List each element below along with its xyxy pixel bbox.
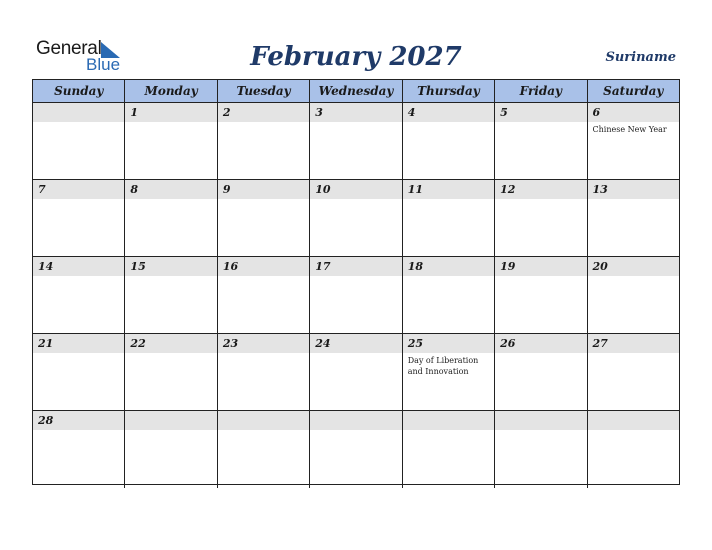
day-number: 28: [38, 414, 54, 427]
day-number-band: [403, 411, 494, 430]
calendar-day-cell: [218, 411, 310, 488]
day-number: 27: [592, 337, 608, 350]
calendar-day-cell: [310, 103, 402, 179]
day-number-band: [125, 103, 216, 122]
day-number-band: [218, 103, 309, 122]
weekday-friday: Friday: [495, 80, 587, 102]
day-number: 7: [38, 183, 46, 196]
calendar-day-cell: [495, 257, 587, 333]
day-number-band: [125, 180, 216, 199]
calendar-day-cell: [125, 180, 217, 256]
holiday-label: Chinese New Year: [592, 125, 667, 134]
calendar-day-cell: [495, 180, 587, 256]
calendar-day-cell: [403, 103, 495, 179]
day-number: 20: [592, 260, 608, 273]
weekday-thursday: Thursday: [403, 80, 495, 102]
weekday-wednesday: Wednesday: [310, 80, 402, 102]
calendar-day-cell: [588, 334, 679, 410]
day-number: 26: [500, 337, 516, 350]
calendar-week-row: [33, 103, 679, 180]
day-number: 15: [130, 260, 146, 273]
calendar-day-cell: [125, 257, 217, 333]
day-number: 1: [130, 106, 139, 119]
calendar-day-cell: [218, 103, 310, 179]
day-number-band: [33, 103, 124, 122]
calendar-day-cell: [588, 103, 679, 179]
weekday-tuesday: Tuesday: [218, 80, 310, 102]
day-number-band: [495, 411, 586, 430]
day-number: 10: [315, 183, 331, 196]
page-title: February 2027: [250, 42, 462, 72]
day-number: 12: [500, 183, 516, 196]
calendar-day-cell: [33, 103, 125, 179]
calendar-day-cell: [495, 103, 587, 179]
day-number: 3: [315, 106, 323, 119]
day-number: 21: [38, 337, 54, 350]
calendar-day-cell: [403, 180, 495, 256]
calendar-day-cell: [310, 411, 402, 488]
calendar-day-cell: [125, 411, 217, 488]
day-number: 9: [222, 183, 231, 196]
calendar-day-cell: [125, 103, 217, 179]
calendar-day-cell: [33, 334, 125, 410]
calendar-day-cell: [588, 180, 679, 256]
calendar-day-cell: [310, 334, 402, 410]
day-number-band: [125, 411, 216, 430]
weekday-monday: Monday: [125, 80, 217, 102]
day-number: 25: [407, 337, 423, 350]
day-number: 4: [407, 106, 416, 119]
logo-text-blue: Blue: [86, 55, 121, 74]
day-number-band: [495, 103, 586, 122]
day-number: 16: [222, 260, 239, 273]
day-number-band: [218, 180, 309, 199]
calendar-week-row: [33, 411, 679, 488]
calendar-day-cell: [218, 257, 310, 333]
calendar-day-cell: [495, 411, 587, 488]
weekday-sunday: Sunday: [33, 80, 125, 102]
calendar-week-row: [33, 257, 679, 334]
day-number: 13: [592, 183, 608, 196]
calendar-grid: [32, 79, 680, 485]
day-number-band: [218, 411, 309, 430]
day-number: 17: [315, 260, 331, 273]
calendar-day-cell: [310, 180, 402, 256]
weekday-saturday: Saturday: [603, 84, 664, 98]
weekday-header-row: [33, 80, 679, 103]
calendar-day-cell: [403, 334, 495, 410]
day-number: 6: [592, 106, 601, 119]
calendar-day-cell: [588, 411, 679, 488]
calendar-week-row: [33, 180, 679, 257]
calendar-day-cell: [218, 334, 310, 410]
calendar-day-cell: [33, 257, 125, 333]
calendar-day-cell: [218, 180, 310, 256]
day-number: 5: [500, 106, 508, 119]
calendar-day-cell: [125, 334, 217, 410]
day-number-band: [33, 180, 124, 199]
calendar-day-cell: [310, 257, 402, 333]
day-number: 8: [130, 183, 139, 196]
day-number-band: [310, 411, 401, 430]
calendar-day-cell: [33, 180, 125, 256]
calendar-week-row: [33, 334, 679, 411]
day-number: 2: [222, 106, 231, 119]
day-number: 11: [407, 183, 423, 196]
country-label: Suriname: [605, 50, 676, 65]
logo-text-general: General: [36, 38, 102, 59]
day-number: 24: [315, 337, 331, 350]
day-number: 22: [130, 337, 146, 350]
calendar-day-cell: [495, 334, 587, 410]
day-number: 18: [407, 260, 423, 273]
calendar-day-cell: [33, 411, 125, 488]
day-number-band: [588, 103, 679, 122]
day-number-band: [310, 103, 401, 122]
day-number-band: [403, 103, 494, 122]
calendar-day-cell: [403, 257, 495, 333]
holiday-label: Day of Liberation and Innovation: [407, 356, 479, 376]
calendar-day-cell: [403, 411, 495, 488]
day-number-band: [588, 411, 679, 430]
day-number: 14: [38, 260, 54, 273]
calendar-day-cell: [588, 257, 679, 333]
day-number: 23: [222, 337, 239, 350]
day-number: 19: [500, 260, 516, 273]
